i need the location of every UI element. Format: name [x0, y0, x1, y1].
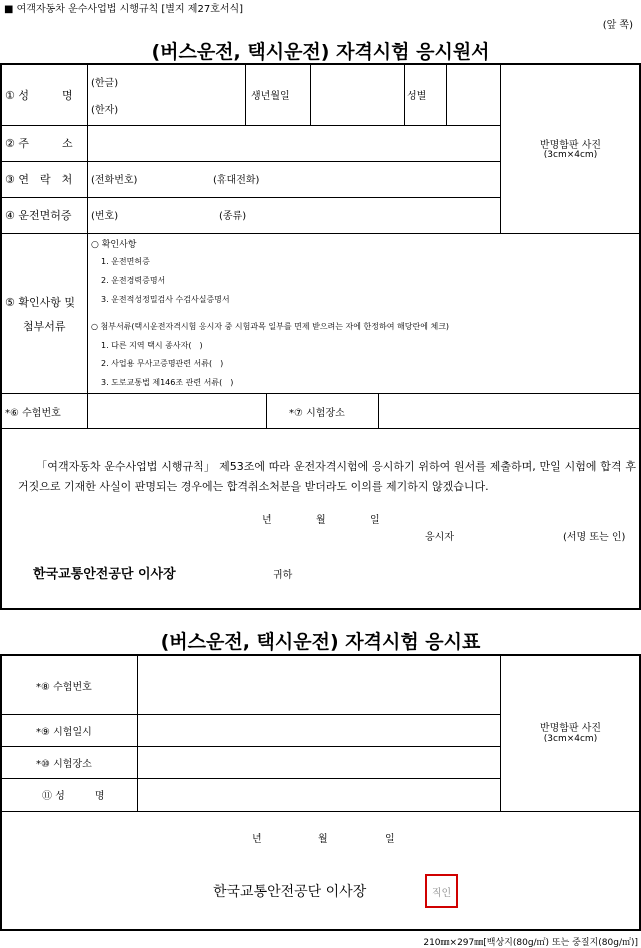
- license-number-field[interactable]: (번호): [91, 211, 119, 222]
- official-seal-text: 직인: [431, 887, 452, 899]
- application-title: (버스운전, 택시운전) 자격시험 응시원서: [151, 41, 490, 63]
- address-label: ② 주 소: [5, 137, 73, 150]
- check-item[interactable]: 3. 운전적성정밀검사 수검사실증명서: [101, 295, 230, 304]
- ticket-exam-date-label: *⑨ 시험일시: [36, 727, 92, 738]
- applicant-label: 응시자: [425, 532, 454, 543]
- ticket-date-year: 년: [252, 834, 262, 845]
- attach-item[interactable]: 3. 도로교통법 제146조 관련 서류( ): [101, 378, 234, 387]
- paper-spec: 210㎜×297㎜[백상지(80g/㎡) 또는 중질지(80g/㎡)]: [423, 938, 638, 948]
- name-hanja-field[interactable]: (한자): [91, 105, 119, 116]
- birth-label: 생년월일: [251, 91, 290, 102]
- name-korean-field[interactable]: (한글): [91, 78, 119, 89]
- ticket-exam-place-label: *⑩ 시험장소: [36, 759, 92, 770]
- ticket-date-day: 일: [385, 834, 395, 845]
- attach-title: ○ 첨부서류(택시운전자격시험 응시자 중 시험과목 일부를 면제 받으려는 자에 한정하여 해당란에 체크): [91, 322, 450, 331]
- declaration-text: 「여객자동차 운수사업법 시행규칙」 제53조에 따라 운전자격시험에 응시하기 위하여 원서를 제출하며, 만일 시험에 합격 후 거짓으로 기재한 사실이 판명되는 경우에는 합격취소처분을 받더라도 이의를 제기하지 않겠습니다.: [18, 460, 636, 493]
- signature-label[interactable]: (서명 또는 인): [563, 532, 626, 543]
- photo-label: 반명함판 사진: [539, 140, 602, 151]
- phone-field[interactable]: (전화번호): [91, 175, 138, 186]
- ticket-photo-label: 반명함판 사진: [539, 723, 602, 734]
- official-seal-box: [425, 874, 458, 908]
- ticket-photo-size: (3cm×4cm): [543, 734, 598, 744]
- check-item[interactable]: 1. 운전면허증: [101, 257, 150, 266]
- date-day: 일: [370, 515, 380, 526]
- docs-label-line2: 첨부서류: [23, 320, 66, 333]
- exam-number-label: *⑥ 수험번호: [5, 408, 61, 419]
- photo-size: (3cm×4cm): [543, 150, 598, 160]
- gender-label: 성별: [407, 91, 427, 102]
- mobile-field[interactable]: (휴대전화): [213, 175, 260, 186]
- check-item[interactable]: 2. 운전경력증명서: [101, 276, 166, 285]
- check-title: ○ 확인사항: [91, 240, 137, 250]
- ticket-name-label: ⑪ 성 명: [42, 791, 105, 802]
- form-source: ■ 여객자동차 운수사업법 시행규칙 [별지 제27호서식]: [4, 4, 244, 15]
- name-label: ① 성 명: [5, 89, 73, 102]
- ticket-exam-number-label: *⑧ 수험번호: [36, 682, 92, 693]
- date-year: 년: [262, 515, 272, 526]
- honorific: 귀하: [273, 570, 293, 581]
- page-side: (앞 쪽): [602, 20, 633, 31]
- ticket-authority: 한국교통안전공단 이사장: [213, 884, 367, 900]
- date-month: 월: [316, 515, 326, 526]
- docs-label-line1: ⑤ 확인사항 및: [5, 296, 75, 309]
- license-label: ④ 운전면허증: [5, 209, 72, 222]
- ticket-date-month: 월: [318, 834, 328, 845]
- attach-item[interactable]: 1. 다른 지역 택시 종사자( ): [101, 341, 203, 350]
- exam-place-label: *⑦ 시험장소: [289, 408, 345, 419]
- license-type-field[interactable]: (종류): [219, 211, 247, 222]
- ticket-title: (버스운전, 택시운전) 자격시험 응시표: [160, 631, 481, 653]
- authority-name: 한국교통안전공단 이사장: [33, 567, 176, 582]
- attach-item[interactable]: 2. 사업용 무사고증명관련 서류( ): [101, 359, 224, 368]
- contact-label: ③ 연 락 처: [5, 173, 73, 186]
